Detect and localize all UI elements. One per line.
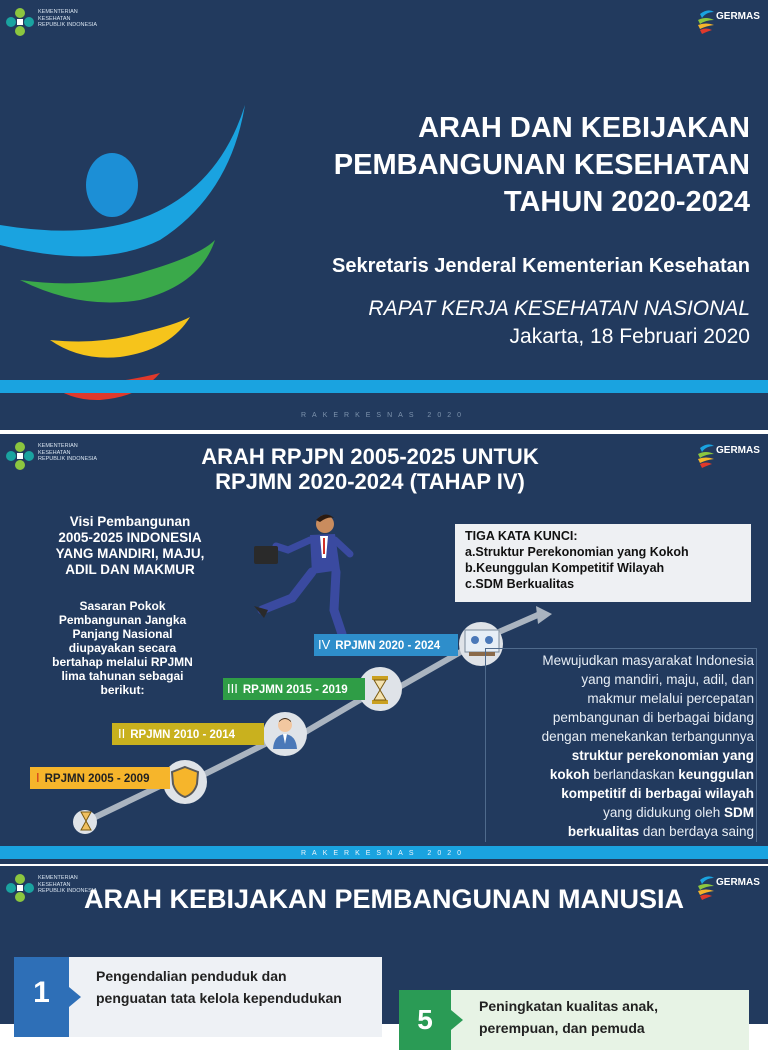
cover-footer: RAKERKESNAS 2020	[300, 412, 468, 419]
person-icon	[270, 716, 300, 750]
rpjpn-footer: RAKERKESNAS 2020	[300, 850, 468, 857]
mewujudkan-line: makmur melalui percepatan	[587, 691, 754, 706]
stage-1-label	[30, 767, 170, 789]
kunci-line: TIGA KATA KUNCI:	[465, 529, 578, 543]
stage-number: IV	[318, 637, 331, 652]
stage-text: RPJMN 2015 - 2019	[242, 684, 348, 696]
businessman-running-icon	[240, 510, 360, 640]
mewujudkan-line	[488, 803, 754, 822]
mewujudkan-line: yang mandiri, maju, adil, dan	[581, 672, 754, 687]
sasaran-line: Sasaran Pokok	[79, 599, 166, 613]
rpjpn-title-line: RPJMN 2020-2024 (TAHAP IV)	[215, 469, 525, 494]
rpjpn-title-line: ARAH RPJPN 2005-2025 UNTUK	[201, 444, 539, 469]
kemenkes-logo-text: KEMENTERIAN KESEHATAN REPUBLIK INDONESIA	[38, 9, 97, 28]
visi-line: Visi Pembangunan	[69, 514, 191, 529]
slide-cover	[0, 0, 768, 430]
shield-icon	[170, 766, 200, 798]
germas-logo-text: GERMAS	[716, 11, 760, 22]
sasaran-line: Panjang Nasional	[72, 627, 173, 641]
stage-text: RPJMN 2005 - 2009	[44, 773, 150, 785]
policy-line: perempuan, dan pemuda	[479, 1020, 645, 1036]
kemenkes-logo-text: KEMENTERIAN KESEHATAN REPUBLIK INDONESIA	[38, 443, 97, 462]
policy-card-1	[14, 957, 382, 1037]
kemenkes-logo-text: KEMENTERIAN KESEHATAN REPUBLIK INDONESIA	[38, 875, 97, 894]
slide-pembangunan-manusia	[0, 866, 768, 1036]
policy-line: Pengendalian penduduk dan	[96, 968, 287, 984]
germas-logo	[696, 6, 762, 40]
emphasis-text: keunggulan	[678, 767, 754, 782]
emphasis-text: berkualitas	[567, 824, 640, 839]
kunci-line: a.Struktur Perekonomian yang Kokoh	[465, 545, 689, 559]
pointer-arrow-icon	[69, 987, 81, 1007]
cover-title	[310, 110, 750, 221]
hourglass-icon	[368, 674, 392, 706]
pembangunan-manusia-title: ARAH KEBIJAKAN PEMBANGUNAN MANUSIA	[83, 884, 684, 914]
people-swoosh-icon	[0, 105, 250, 410]
cover-title-line: ARAH DAN KEBIJAKAN	[418, 112, 750, 144]
sasaran-line: Pembangunan Jangka	[58, 613, 187, 627]
emphasis-text: kompetitif di berbagai wilayah	[561, 786, 754, 801]
germas-logo-text: GERMAS	[716, 877, 760, 888]
kunci-line: b.Keunggulan Kompetitif Wilayah	[465, 561, 665, 575]
mewujudkan-line	[488, 746, 754, 765]
cover-event: RAPAT KERJA KESEHATAN NASIONAL	[368, 297, 750, 320]
cover-band	[0, 380, 768, 393]
plain-text: berlandaskan	[589, 767, 679, 782]
mewujudkan-text	[485, 648, 757, 842]
sasaran-line: lima tahunan sebagai	[61, 669, 184, 683]
stage-number: II	[118, 726, 126, 741]
mewujudkan-line: Mewujudkan masyarakat Indonesia	[542, 653, 754, 668]
mewujudkan-line	[488, 765, 754, 784]
policy-number: 5	[399, 990, 451, 1050]
policy-number: 1	[14, 957, 69, 1037]
germas-emblem-icon	[696, 8, 716, 34]
emphasis-text: SDM	[724, 805, 754, 820]
emphasis-text: struktur perekonomian yang	[571, 748, 754, 763]
visi-line: 2005-2025 INDONESIA	[58, 530, 202, 545]
plain-text: dan berdaya saing	[639, 824, 754, 839]
kemenkes-logo	[6, 6, 96, 40]
cover-title-line: TAHUN 2020-2024	[503, 186, 750, 218]
policy-text	[479, 995, 739, 1039]
policy-line: penguatan tata kelola kependudukan	[96, 990, 342, 1006]
policy-text	[96, 965, 376, 1009]
tiga-kata-kunci-box	[455, 524, 751, 602]
visi-line: YANG MANDIRI, MAJU,	[55, 546, 205, 561]
policy-card-5	[399, 990, 749, 1050]
kunci-line: c.SDM Berkualitas	[465, 577, 575, 591]
policy-line: Peningkatan kualitas anak,	[479, 998, 658, 1014]
cover-subtitle: Sekretaris Jenderal Kementerian Kesehatan	[332, 255, 750, 277]
visi-line: ADIL DAN MAKMUR	[65, 562, 195, 577]
sasaran-line: berikut:	[100, 683, 145, 697]
emphasis-text: kokoh	[549, 767, 590, 782]
sasaran-line: bertahap melalui RPJMN	[52, 655, 193, 669]
pointer-arrow-icon	[451, 1010, 463, 1030]
stage-number: I	[36, 770, 40, 785]
cover-date: Jakarta, 18 Februari 2020	[509, 325, 750, 348]
mewujudkan-line	[488, 784, 754, 803]
plain-text: yang didukung oleh	[603, 805, 724, 820]
stage-number: III	[227, 681, 238, 696]
stage-4-label	[314, 634, 458, 656]
slide-rpjpn	[0, 434, 768, 864]
stage-2-label	[112, 723, 264, 745]
cover-title-line: PEMBANGUNAN KESEHATAN	[333, 149, 750, 181]
germas-logo-text: GERMAS	[716, 445, 760, 456]
sasaran-line: diupayakan secara	[68, 641, 177, 655]
stage-3-label	[223, 678, 365, 700]
small-hourglass-icon	[78, 810, 94, 832]
kemenkes-emblem-icon	[6, 8, 34, 36]
stage-text: RPJMN 2020 - 2024	[335, 640, 441, 652]
mewujudkan-line	[488, 822, 754, 841]
mewujudkan-line: pembangunan di berbagai bidang	[552, 710, 754, 725]
mewujudkan-line: dengan menekankan terbangunnya	[541, 729, 754, 744]
stage-text: RPJMN 2010 - 2014	[130, 729, 236, 741]
